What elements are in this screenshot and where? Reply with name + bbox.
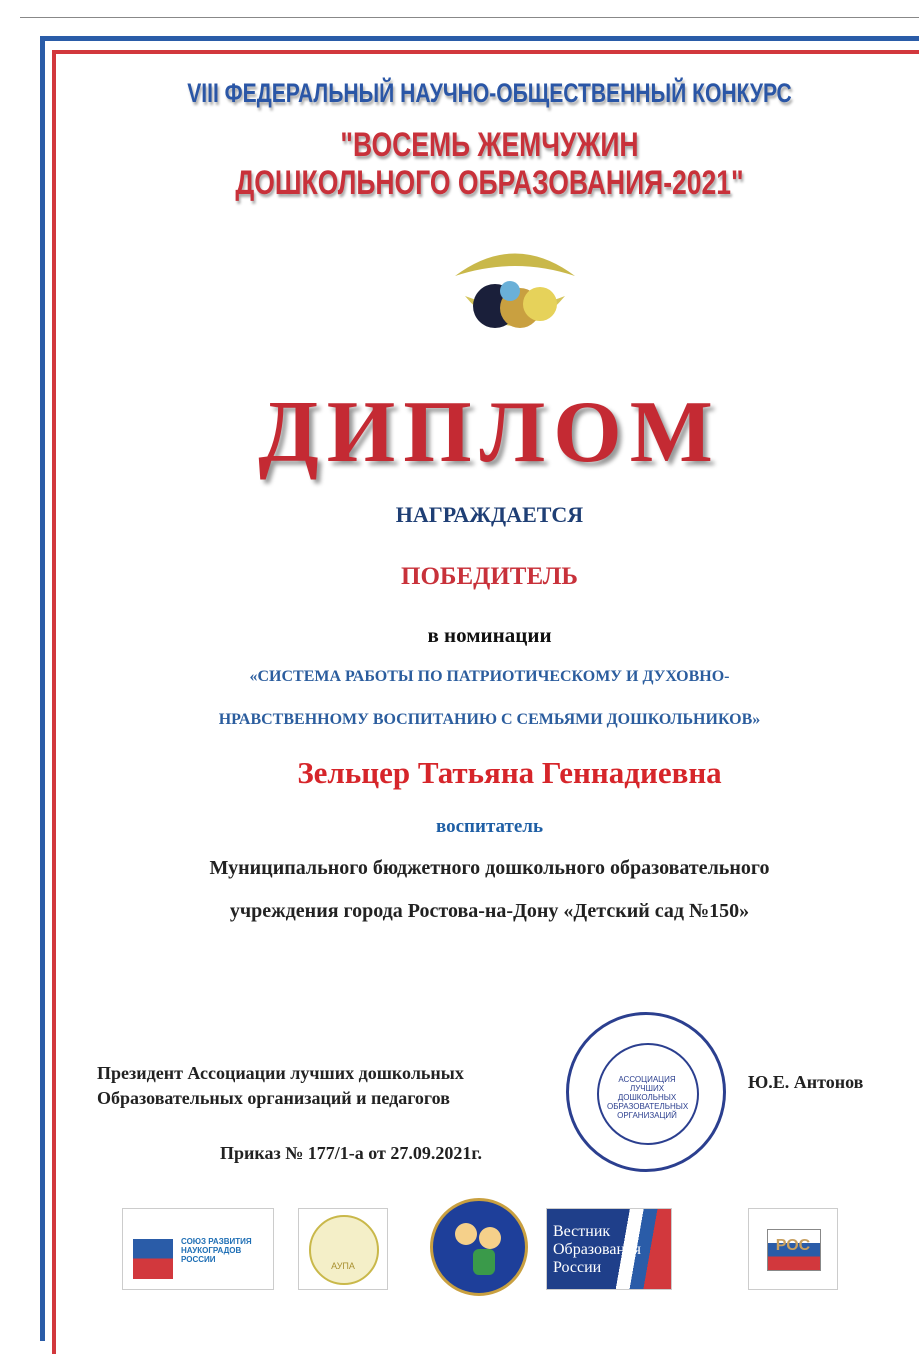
logo-aupa: АУПА (298, 1208, 388, 1290)
organization-line-2: учреждения города Ростова-на-Дону «Детский сад №150» (229, 900, 750, 922)
nomination-intro: в номинации (427, 623, 552, 647)
awarded-label: НАГРАЖДАЕТСЯ (395, 502, 584, 527)
diploma-title: ДИПЛОМ (258, 384, 721, 481)
nomination-line-2: НРАВСТВЕННОМУ ВОСПИТАНИЮ С СЕМЬЯМИ ДОШКОЛЬНИКОВ» (218, 711, 761, 728)
order-number: Приказ № 177/1-а от 27.09.2021г. (220, 1143, 483, 1163)
recipient-position: воспитатель (435, 816, 543, 837)
logo-children-emblem (430, 1198, 528, 1296)
contest-name-line1: "ВОСЕМЬ ЖЕМЧУЖИН (340, 126, 639, 164)
recipient-name: Зельцер Татьяна Геннадиевна (297, 755, 722, 790)
contest-name-line2: ДОШКОЛЬНОГО ОБРАЗОВАНИЯ-2021" (235, 164, 744, 202)
logo-vestnik: Вестник Образования России (546, 1208, 672, 1290)
pearl-shell-emblem (435, 236, 595, 351)
organization-line-1: Муниципального бюджетного дошкольного образовательного (209, 857, 770, 879)
signatory-name: Ю.Е. Антонов (748, 1072, 864, 1092)
winner-status: ПОБЕДИТЕЛЬ (401, 563, 578, 590)
contest-heading: VIII ФЕДЕРАЛЬНЫЙ НАУЧНО-ОБЩЕСТВЕННЫЙ КОНКУРС (187, 78, 792, 108)
official-stamp: АССОЦИАЦИЯ ЛУЧШИХ ДОШКОЛЬНЫХ ОБРАЗОВАТЕЛЬНЫХ ОРГАНИЗАЦИЙ (566, 1012, 726, 1172)
logo-naukograds: СОЮЗ РАЗВИТИЯ НАУКОГРАДОВ РОССИИ (122, 1208, 274, 1290)
signatory-title-1: Президент Ассоциации лучших дошкольных (97, 1063, 464, 1083)
scan-edge-line (20, 17, 919, 18)
nomination-line-1: «СИСТЕМА РАБОТЫ ПО ПАТРИОТИЧЕСКОМУ И ДУХОВНО- (249, 668, 730, 685)
logo-ros: РОС (748, 1208, 838, 1290)
signatory-title-2: Образовательных организаций и педагогов (97, 1088, 450, 1108)
